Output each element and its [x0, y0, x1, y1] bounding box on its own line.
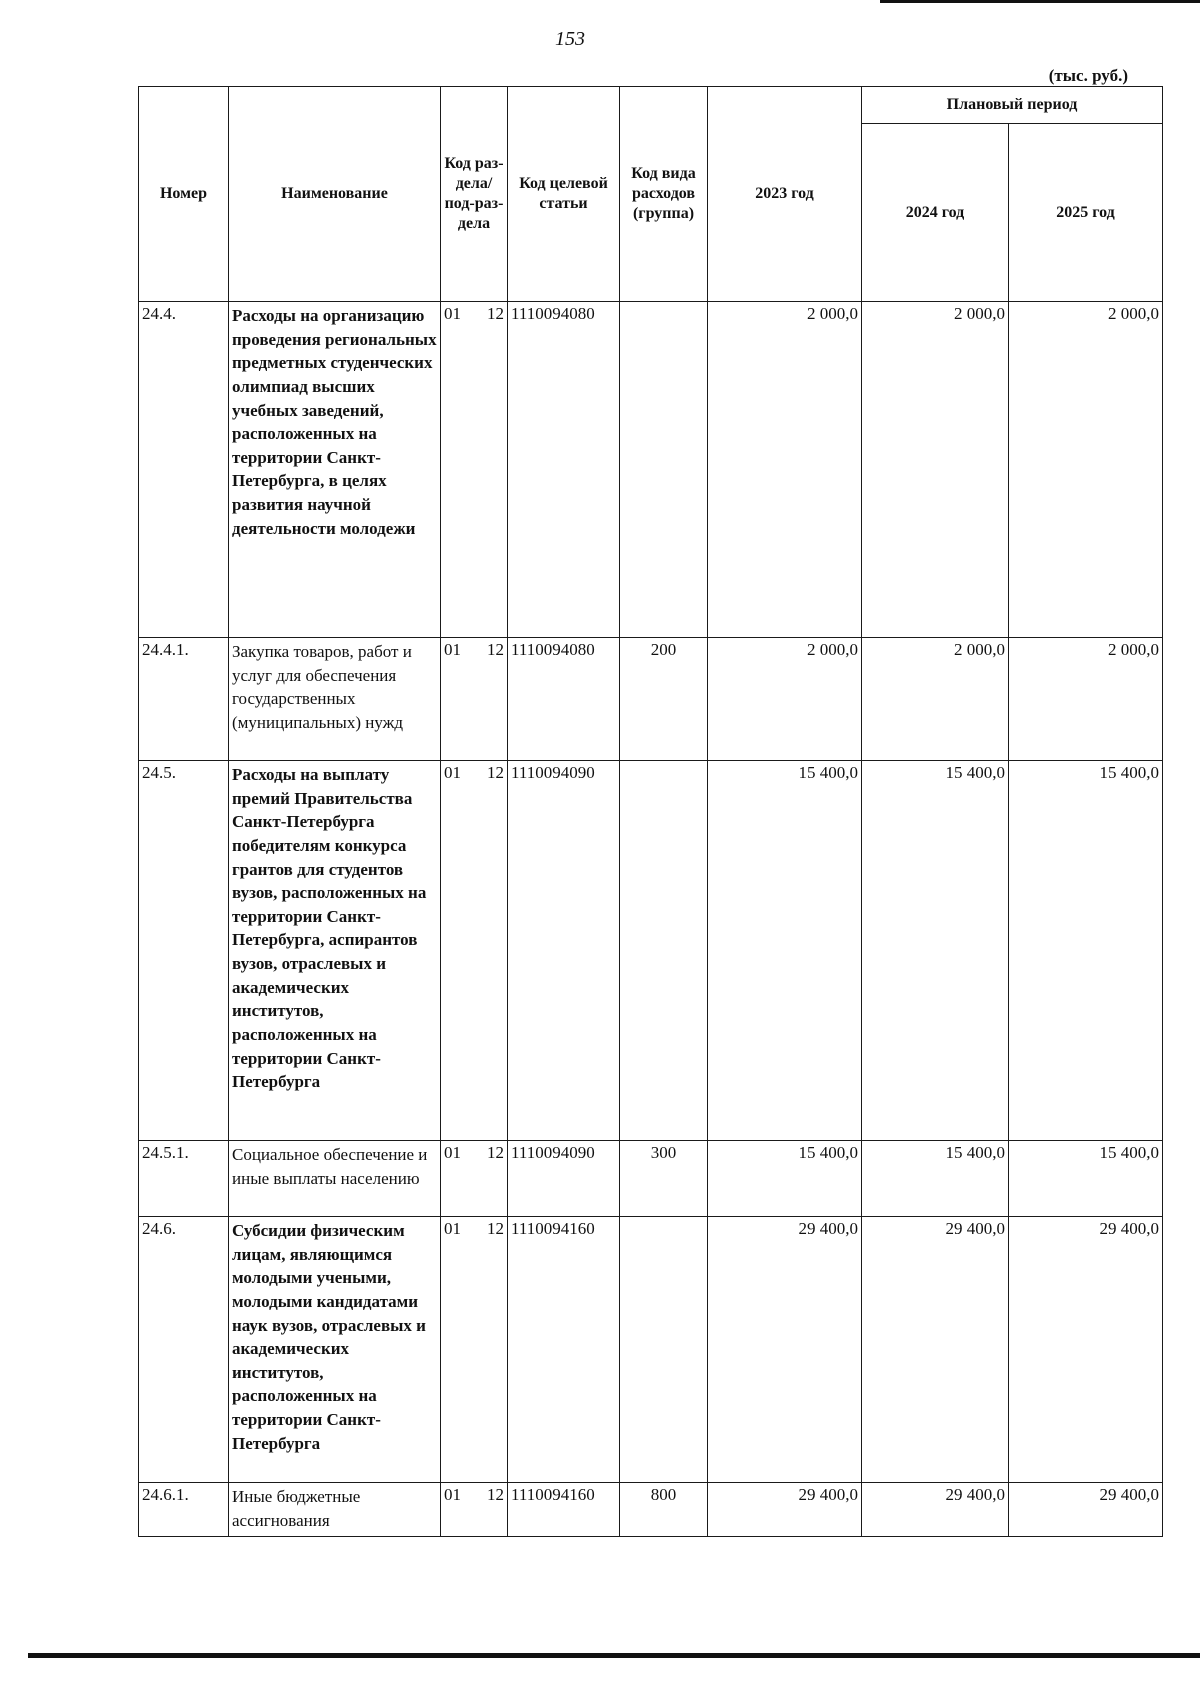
- row-value-2024: 15 400,0: [862, 1141, 1009, 1217]
- table-row: [139, 761, 1163, 1141]
- page-number: 153: [555, 28, 585, 50]
- row-value-2023: 2 000,0: [708, 638, 862, 761]
- row-expense-code: [620, 761, 708, 1141]
- row-target-code: 1110094160: [508, 1483, 620, 1537]
- header-number: Номер: [139, 87, 229, 302]
- header-year-2025: 2025 год: [1009, 124, 1163, 302]
- row-expense-code: 800: [620, 1483, 708, 1537]
- unit-note: (тыс. руб.): [1048, 66, 1128, 85]
- row-target-code: 1110094090: [508, 1141, 620, 1217]
- row-expense-code: 300: [620, 1141, 708, 1217]
- subsection: 12: [487, 763, 504, 782]
- row-number: 24.4.: [139, 302, 229, 638]
- budget-table: [138, 86, 1163, 1537]
- section: 01: [444, 1219, 461, 1238]
- subsection: 12: [487, 304, 504, 323]
- header-year-2024: 2024 год: [862, 124, 1009, 302]
- table-row: [139, 1141, 1163, 1217]
- row-name: Расходы на организацию проведения региональных предметных студенческих олимпиад высших учебных заведений, расположенных на территории Санкт-Петербурга, в целях развития научной деятельности молодежи: [229, 302, 441, 638]
- header-year-2023: 2023 год: [708, 87, 862, 302]
- row-value-2024: 29 400,0: [862, 1217, 1009, 1483]
- row-value-2025: 29 400,0: [1009, 1483, 1163, 1537]
- row-number: 24.6.: [139, 1217, 229, 1483]
- subsection: 12: [487, 1485, 504, 1504]
- row-number: 24.6.1.: [139, 1483, 229, 1537]
- row-target-code: 1110094090: [508, 761, 620, 1141]
- row-value-2023: 2 000,0: [708, 302, 862, 638]
- section: 01: [444, 304, 461, 323]
- row-target-code: 1110094080: [508, 302, 620, 638]
- header-expense-code: Код вида расходов (группа): [620, 87, 708, 302]
- row-section-code: [441, 638, 508, 761]
- row-expense-code: 200: [620, 638, 708, 761]
- row-value-2023: 29 400,0: [708, 1217, 862, 1483]
- row-section-code: [441, 302, 508, 638]
- row-value-2024: 2 000,0: [862, 638, 1009, 761]
- row-value-2023: 15 400,0: [708, 761, 862, 1141]
- row-name: Закупка товаров, работ и услуг для обеспечения государственных (муниципальных) нужд: [229, 638, 441, 761]
- header-section-code: Код раз-дела/ под-раз-дела: [441, 87, 508, 302]
- table-row: [139, 1483, 1163, 1537]
- row-value-2025: 29 400,0: [1009, 1217, 1163, 1483]
- row-value-2025: 15 400,0: [1009, 761, 1163, 1141]
- row-name: Субсидии физическим лицам, являющимся молодыми учеными, молодыми кандидатами наук вузов, отраслевых и академических институтов, расположенных на территории Санкт-Петербурга: [229, 1217, 441, 1483]
- row-value-2024: 29 400,0: [862, 1483, 1009, 1537]
- section: 01: [444, 640, 461, 659]
- subsection: 12: [487, 1219, 504, 1238]
- bottom-rule: [28, 1653, 1200, 1658]
- row-section-code: [441, 1217, 508, 1483]
- row-expense-code: [620, 1217, 708, 1483]
- row-section-code: [441, 761, 508, 1141]
- row-value-2023: 29 400,0: [708, 1483, 862, 1537]
- row-value-2025: 2 000,0: [1009, 302, 1163, 638]
- row-value-2024: 2 000,0: [862, 302, 1009, 638]
- row-section-code: [441, 1483, 508, 1537]
- row-number: 24.5.: [139, 761, 229, 1141]
- row-section-code: [441, 1141, 508, 1217]
- top-rule: [880, 0, 1200, 3]
- table-row: [139, 1217, 1163, 1483]
- header-plan-period: Плановый период: [862, 87, 1163, 124]
- row-number: 24.5.1.: [139, 1141, 229, 1217]
- row-name: Социальное обеспечение и иные выплаты населению: [229, 1141, 441, 1217]
- row-value-2025: 2 000,0: [1009, 638, 1163, 761]
- row-value-2023: 15 400,0: [708, 1141, 862, 1217]
- table-row: [139, 302, 1163, 638]
- section: 01: [444, 1143, 461, 1162]
- header-name: Наименование: [229, 87, 441, 302]
- section: 01: [444, 763, 461, 782]
- row-target-code: 1110094160: [508, 1217, 620, 1483]
- subsection: 12: [487, 1143, 504, 1162]
- row-target-code: 1110094080: [508, 638, 620, 761]
- header-target-code: Код целевой статьи: [508, 87, 620, 302]
- row-value-2025: 15 400,0: [1009, 1141, 1163, 1217]
- row-number: 24.4.1.: [139, 638, 229, 761]
- subsection: 12: [487, 640, 504, 659]
- row-name: Расходы на выплату премий Правительства Санкт-Петербурга победителям конкурса грантов для студентов вузов, расположенных на территории Санкт-Петербурга, аспирантов вузов, отраслевых и академических институтов, расположенных на территории Санкт-Петербурга: [229, 761, 441, 1141]
- row-value-2024: 15 400,0: [862, 761, 1009, 1141]
- row-expense-code: [620, 302, 708, 638]
- section: 01: [444, 1485, 461, 1504]
- table-row: [139, 638, 1163, 761]
- row-name: Иные бюджетные ассигнования: [229, 1483, 441, 1537]
